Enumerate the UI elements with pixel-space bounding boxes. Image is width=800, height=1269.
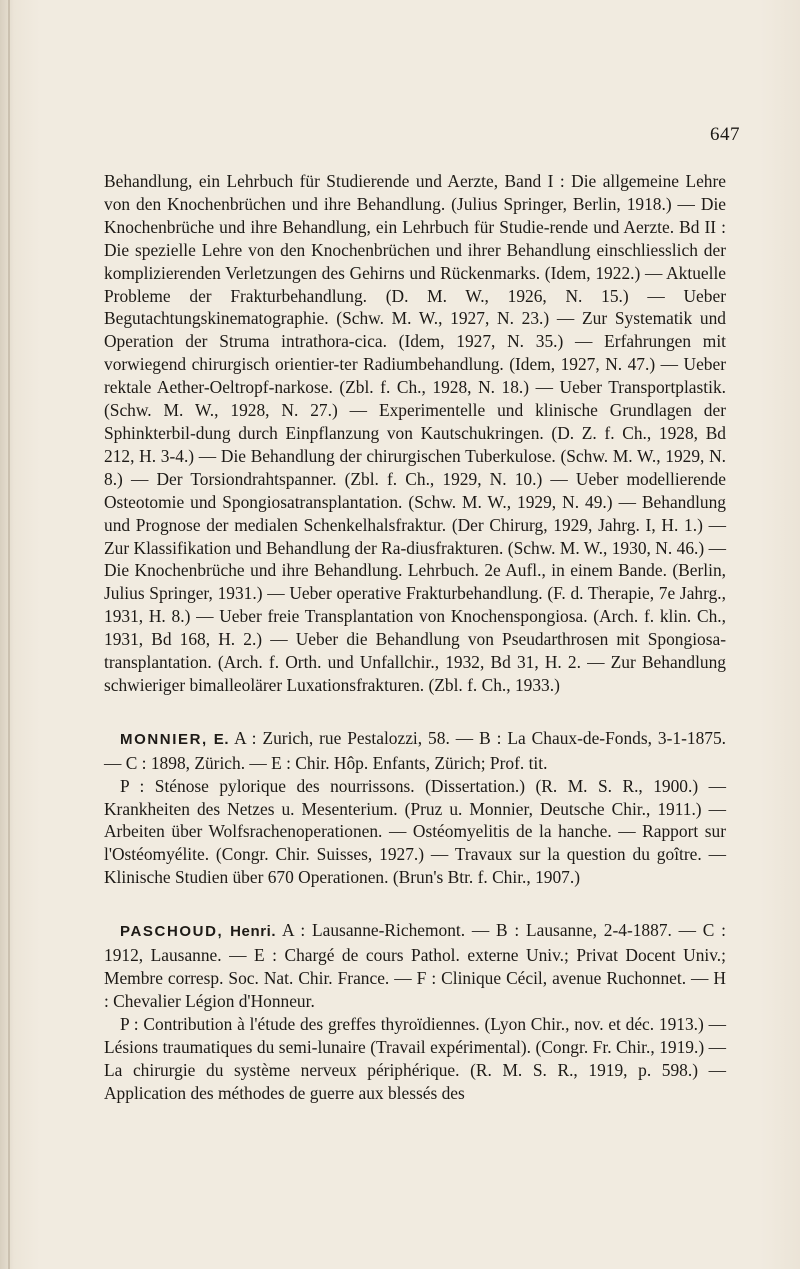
entry-surname: MONNIER, [120, 730, 208, 748]
entry-paschoud [104, 919, 726, 1104]
page-body [104, 170, 726, 1104]
entry-given-name: E. [213, 730, 230, 748]
entry-biography-text: A : Zurich, rue Pestalozzi, 58. — B : La Chaux-de-Fonds, 3-1-1875. — C : 1898, Zürich. — E : Chir. Hôp. Enfants, Zürich; Prof. tit. [104, 727, 727, 773]
entry-surname: PASCHOUD, [120, 923, 224, 941]
entry-biography [104, 919, 726, 1013]
page-number: 647 [710, 124, 740, 145]
entry-publications: P : Sténose pylorique des nourrissons. (Dissertation.) (R. M. S. R., 1900.) — Krankheiten des Netzes u. Mesenterium. (Pruz u. Monnier, Deutsche Chir., 1911.) — Arbeiten über Wolfsrachenoperationen. — Ostéomyelitis de la hanche. — Rapport sur l'Ostéomyélite. (Congr. Chir. Suisses, 1927.) — Travaux sur la question du goître. — Klinische Studien über 670 Operationen. (Brun's Btr. f. Chir., 1907.) [104, 775, 726, 888]
entry-biography [104, 727, 726, 775]
entry-monnier [104, 727, 726, 889]
entry-biography-text: A : Lausanne-Richemont. — B : Lausanne, 2-4-1887. — C : 1912, Lausanne. — E : Chargé de cours Pathol. externe Univ.; Privat Docent Univ.; Membre corresp. Soc. Nat. Chir. France. — F : Clinique Cécil, avenue Ruchonnet. — H : Chevalier Légion d'Honneur. [104, 920, 727, 1011]
entry-publications: P : Contribution à l'étude des greffes thyroïdiennes. (Lyon Chir., nov. et déc. 1913.) — Lésions traumatiques du semi-lunaire (Travail expérimental). (Congr. Fr. Chir., 1919.) — La chirurgie du système nerveux périphérique. (R. M. S. R., 1919, p. 598.) — Application des méthodes de guerre aux blessés des [104, 1013, 726, 1103]
continued-entry-text: Behandlung, ein Lehrbuch für Studierende und Aerzte, Band I : Die allgemeine Lehre von den Knochenbrüchen und ihre Behandlung. (Julius Springer, Berlin, 1918.) — Die Knochenbrüche und ihre Behandlung, ein Lehrbuch für Studie-rende und Aerzte. Bd II : Die spezielle Lehre von den Knochenbrüchen und ihrer Behandlung einschliesslich der komplizierenden Verletzungen des Gehirns und Rückenmarks. (Idem, 1922.) — Aktuelle Probleme der Frakturbehandlung. (D. M. W., 1926, N. 15.) — Ueber Begutachtungskinematographie. (Schw. M. W., 1927, N. 23.) — Zur Systematik und Operation der Struma intrathora-cica. (Idem, 1927, N. 35.) — Erfahrungen mit vorwiegend chirurgisch orientier-ter Radiumbehandlung. (Idem, 1927, N. 47.) — Ueber rektale Aether-Oeltropf-narkose. (Zbl. f. Ch., 1928, N. 18.) — Ueber Transportplastik. (Schw. M. W., 1928, N. 27.) — Experimentelle und klinische Grundlagen der Sphinkterbil-dung durch Einpflanzung von Kautschukringen. (D. Z. f. Ch., 1928, Bd 212, H. 3-4.) — Die Behandlung der chirurgischen Tuberkulose. (Schw. M. W., 1929, N. 8.) — Der Torsiondrahtspanner. (Zbl. f. Ch., 1929, N. 10.) — Ueber modellierende Osteotomie und Spongiosatransplantation. (Schw. M. W., 1929, N. 49.) — Behandlung und Prognose der medialen Schenkelhalsfraktur. (Der Chirurg, 1929, Jahrg. I, H. 1.) — Zur Klassifikation und Behandlung der Ra-diusfrakturen. (Schw. M. W., 1930, N. 46.) — Die Knochenbrüche und ihre Behandlung. Lehrbuch. 2e Aufl., in einem Bande. (Berlin, Julius Springer, 1931.) — Ueber operative Frakturbehandlung. (F. d. Therapie, 7e Jahrg., 1931, H. 8.) — Ueber freie Transplantation von Knochenspongiosa. (Arch. f. klin. Ch., 1931, Bd 168, H. 2.) — Ueber die Behandlung von Pseudarthrosen mit Spongiosa-transplantation. (Arch. f. Orth. und Unfallchir., 1932, Bd 31, H. 2. — Zur Behandlung schwieriger bimalleolärer Luxationsfrakturen. (Zbl. f. Ch., 1933.) [104, 171, 726, 695]
entry-given-name: Henri. [230, 923, 277, 941]
binding-gutter [8, 0, 10, 1269]
